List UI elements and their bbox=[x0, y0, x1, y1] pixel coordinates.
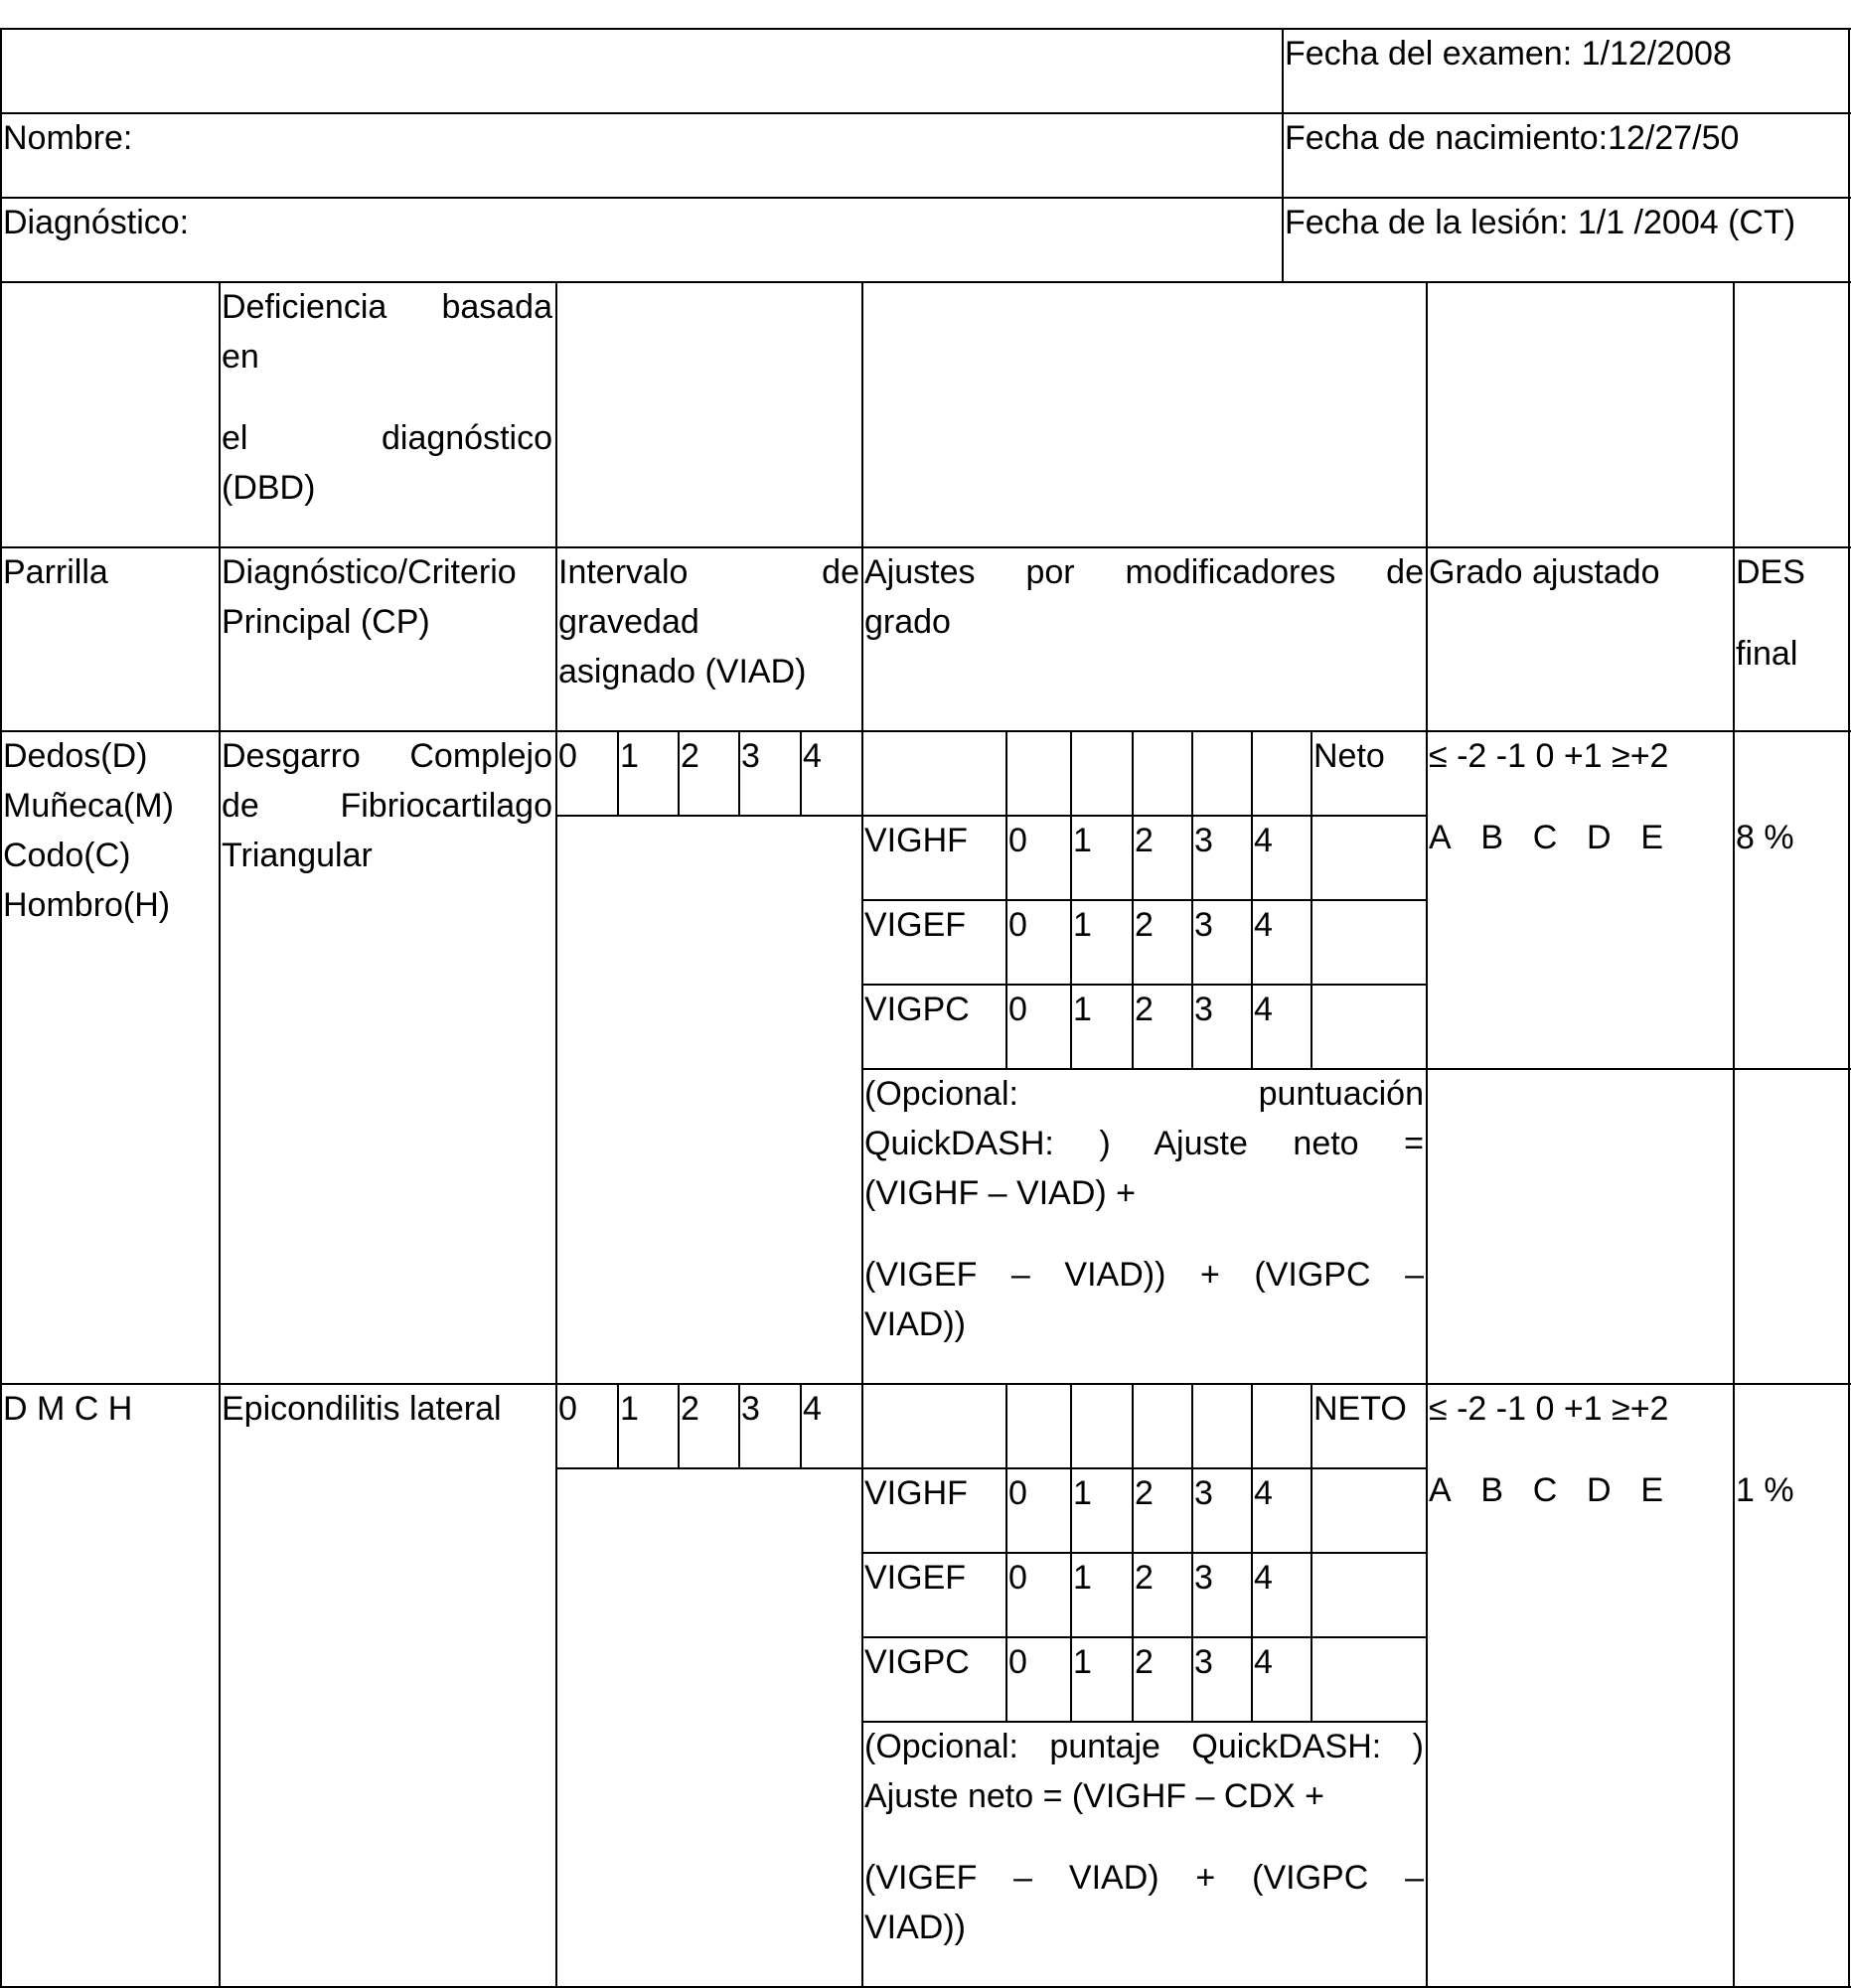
diagnosis-label: Diagnóstico: bbox=[3, 204, 190, 241]
row1-note-1: (Opcional: puntuación bbox=[864, 1075, 1424, 1113]
column-header-grid: Parrilla bbox=[3, 553, 108, 591]
column-header-viad-1: Intervalo de bbox=[558, 553, 859, 591]
row2-vigpc-label: VIGPC bbox=[864, 1643, 970, 1681]
row1-grade-c: C bbox=[1532, 819, 1558, 856]
column-header-viad-3: asignado (VIAD) bbox=[558, 653, 807, 690]
row2-grade-b: B bbox=[1480, 1471, 1504, 1509]
row1-vighf-3: 3 bbox=[1194, 822, 1213, 859]
row2-note-1: (Opcional: puntaje QuickDASH: ) bbox=[864, 1728, 1424, 1765]
row1-grade-d: D bbox=[1587, 819, 1612, 856]
injury-date: Fecha de la lesión: 1/1 /2004 (CT) bbox=[1285, 204, 1796, 241]
column-header-des-1: DES bbox=[1736, 553, 1805, 591]
row1-vigef-3: 3 bbox=[1194, 906, 1213, 944]
row2-vigef-4: 4 bbox=[1254, 1559, 1273, 1597]
row1-vigpc-0: 0 bbox=[1008, 991, 1027, 1028]
dbd-line-3: el diagnóstico bbox=[222, 419, 552, 457]
row1-grid-wrist: Muñeca(M) bbox=[3, 787, 174, 825]
row1-vigpc-label: VIGPC bbox=[864, 991, 970, 1028]
row1-viad-2: 2 bbox=[681, 737, 699, 775]
row1-diagnosis-1: Desgarro Complejo bbox=[222, 737, 552, 775]
row2-net-scale: ≤ -2 -1 0 +1 ≥+2 bbox=[1429, 1390, 1669, 1428]
row2-vigpc-4: 4 bbox=[1254, 1643, 1273, 1681]
row2-vigpc-0: 0 bbox=[1008, 1643, 1027, 1681]
row1-vighf-2: 2 bbox=[1135, 822, 1154, 859]
name-label: Nombre: bbox=[3, 119, 133, 157]
row1-viad-4: 4 bbox=[803, 737, 822, 775]
row2-vighf-0: 0 bbox=[1008, 1474, 1027, 1512]
row1-grid-shoulder: Hombro(H) bbox=[3, 886, 171, 924]
row2-viad-0: 0 bbox=[558, 1390, 577, 1428]
row1-final-des: 8 % bbox=[1736, 819, 1794, 856]
row2-vigef-label: VIGEF bbox=[864, 1559, 967, 1597]
row1-note-2: QuickDASH: ) Ajuste neto = bbox=[864, 1125, 1424, 1162]
column-header-adjustments-2: grado bbox=[864, 603, 951, 641]
row1-net-scale: ≤ -2 -1 0 +1 ≥+2 bbox=[1429, 737, 1669, 775]
exam-date: Fecha del examen: 1/12/2008 bbox=[1285, 35, 1732, 73]
row1-vighf-1: 1 bbox=[1073, 822, 1092, 859]
row2-vigef-0: 0 bbox=[1008, 1559, 1027, 1597]
row2-grade-d: D bbox=[1587, 1471, 1612, 1509]
row2-vigpc-2: 2 bbox=[1135, 1643, 1154, 1681]
column-header-adjustments-1: Ajustes por modificadores de bbox=[864, 553, 1424, 591]
row1-note-5: VIAD)) bbox=[864, 1305, 966, 1343]
row1-vigef-1: 1 bbox=[1073, 906, 1092, 944]
dbd-line-1: Deficiencia basada bbox=[222, 288, 552, 326]
row1-vigef-2: 2 bbox=[1135, 906, 1154, 944]
row1-grade-a: A bbox=[1429, 819, 1452, 856]
row1-vigpc-3: 3 bbox=[1194, 991, 1213, 1028]
row1-net-label: Neto bbox=[1313, 737, 1385, 775]
dbd-line-4: (DBD) bbox=[222, 469, 316, 507]
row1-vigpc-4: 4 bbox=[1254, 991, 1273, 1028]
row1-grid-fingers: Dedos(D) bbox=[3, 737, 148, 775]
row2-viad-1: 1 bbox=[620, 1390, 639, 1428]
column-header-adjusted-grade: Grado ajustado bbox=[1429, 553, 1660, 591]
row2-net-label: NETO bbox=[1313, 1390, 1407, 1428]
row1-vigef-label: VIGEF bbox=[864, 906, 967, 944]
row1-grade-letters bbox=[1429, 813, 1663, 862]
row2-vigef-1: 1 bbox=[1073, 1559, 1092, 1597]
row1-diagnosis-2: de Fibriocartilago bbox=[222, 787, 552, 825]
row2-grade-e: E bbox=[1640, 1471, 1663, 1509]
column-header-diagnosis-1: Diagnóstico/Criterio bbox=[222, 553, 517, 591]
row1-vigef-0: 0 bbox=[1008, 906, 1027, 944]
row2-viad-3: 3 bbox=[741, 1390, 760, 1428]
row1-vighf-label: VIGHF bbox=[864, 822, 968, 859]
column-header-viad-2: gravedad bbox=[558, 603, 699, 641]
row2-vighf-2: 2 bbox=[1135, 1474, 1154, 1512]
row2-vigef-2: 2 bbox=[1135, 1559, 1154, 1597]
column-header-diagnosis-2: Principal (CP) bbox=[222, 603, 430, 641]
row2-grade-c: C bbox=[1532, 1471, 1558, 1509]
row1-diagnosis-3: Triangular bbox=[222, 837, 373, 874]
row2-grade-letters bbox=[1429, 1465, 1663, 1515]
row1-vigpc-2: 2 bbox=[1135, 991, 1154, 1028]
row2-note-5: VIAD)) bbox=[864, 1909, 966, 1946]
row2-viad-4: 4 bbox=[803, 1390, 822, 1428]
row1-vigpc-1: 1 bbox=[1073, 991, 1092, 1028]
row2-final-des: 1 % bbox=[1736, 1471, 1794, 1509]
row2-vigef-3: 3 bbox=[1194, 1559, 1213, 1597]
row1-viad-1: 1 bbox=[620, 737, 639, 775]
row2-grade-a: A bbox=[1429, 1471, 1452, 1509]
birth-date: Fecha de nacimiento:12/27/50 bbox=[1285, 119, 1740, 157]
row2-viad-2: 2 bbox=[681, 1390, 699, 1428]
row1-vigef-4: 4 bbox=[1254, 906, 1273, 944]
row1-note-4: (VIGEF – VIAD)) + (VIGPC – bbox=[864, 1256, 1424, 1294]
dbd-line-2: en bbox=[222, 338, 259, 376]
row2-vighf-label: VIGHF bbox=[864, 1474, 968, 1512]
row1-note-3: (VIGHF – VIAD) + bbox=[864, 1174, 1136, 1212]
row2-note-2: Ajuste neto = (VIGHF – CDX + bbox=[864, 1777, 1324, 1815]
row1-viad-3: 3 bbox=[741, 737, 760, 775]
row2-vigpc-3: 3 bbox=[1194, 1643, 1213, 1681]
row2-diagnosis: Epicondilitis lateral bbox=[222, 1390, 502, 1428]
row2-note-4: (VIGEF – VIAD) + (VIGPC – bbox=[864, 1859, 1424, 1897]
row1-grade-e: E bbox=[1640, 819, 1663, 856]
row2-vighf-4: 4 bbox=[1254, 1474, 1273, 1512]
row1-grid-elbow: Codo(C) bbox=[3, 837, 131, 874]
row2-vighf-1: 1 bbox=[1073, 1474, 1092, 1512]
row1-vighf-0: 0 bbox=[1008, 822, 1027, 859]
row1-grade-b: B bbox=[1480, 819, 1504, 856]
row1-viad-0: 0 bbox=[558, 737, 577, 775]
column-header-des-2: final bbox=[1736, 635, 1798, 673]
row2-grid: D M C H bbox=[3, 1390, 133, 1428]
row2-vigpc-1: 1 bbox=[1073, 1643, 1092, 1681]
row1-vighf-4: 4 bbox=[1254, 822, 1273, 859]
row2-vighf-3: 3 bbox=[1194, 1474, 1213, 1512]
